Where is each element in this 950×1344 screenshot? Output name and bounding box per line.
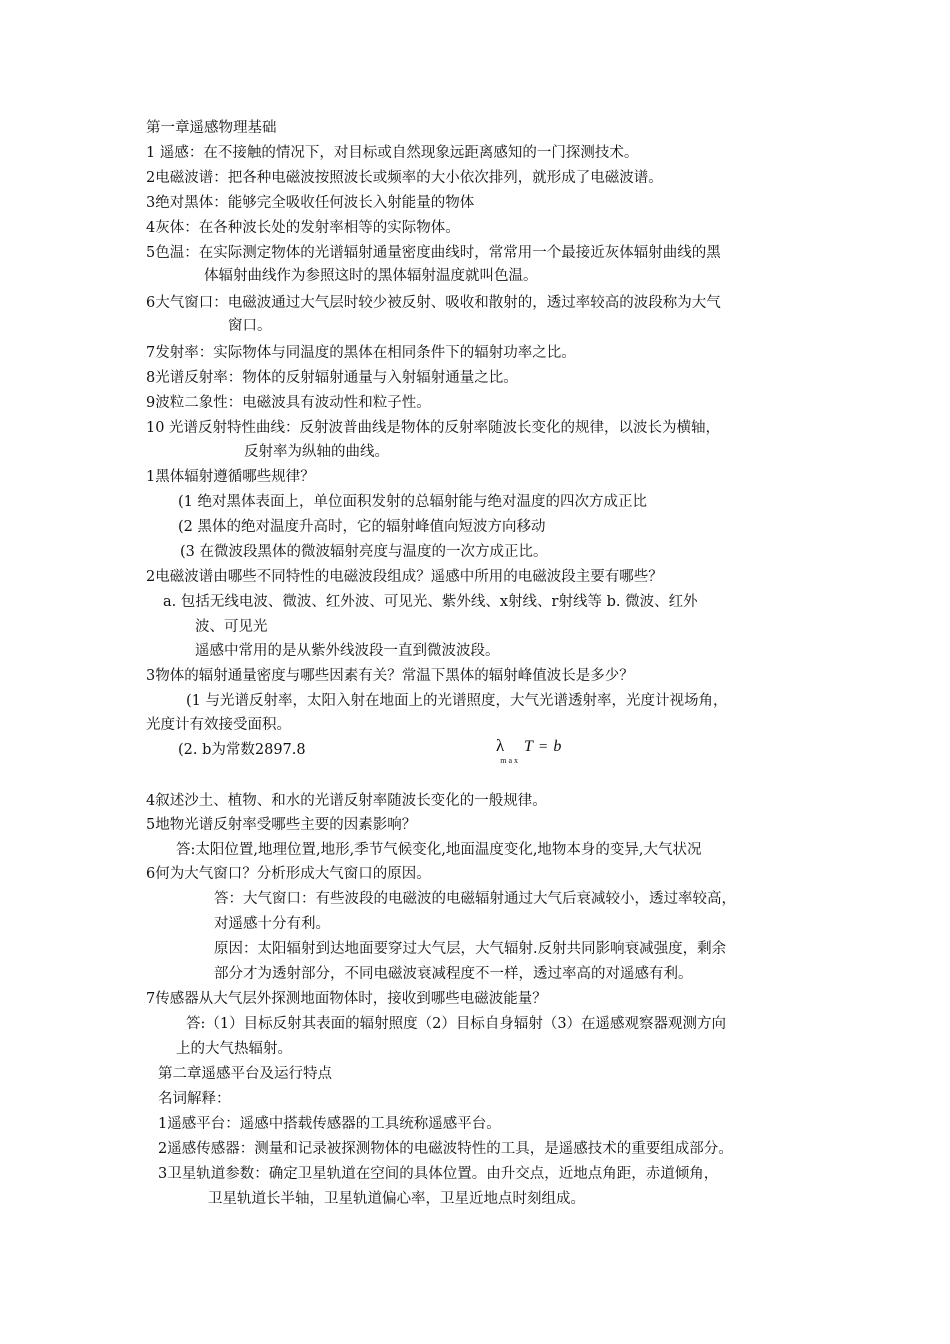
chapter-1-title: 第一章遥感物理基础 — [146, 120, 277, 136]
question-2: 2电磁波谱由哪些不同特性的电磁波段组成？遥感中所用的电磁波段主要有哪些？ — [146, 569, 663, 585]
chapter-2-title: 第二章遥感平台及运行特点 — [158, 1066, 332, 1082]
definition-wave-particle: 9波粒二象性：电磁波具有波动性和粒子性。 — [146, 395, 431, 411]
answer-2-line-1: a. 包括无线电波、微波、红外波、可见光、紫外线、x射线、r射线等 b. 微波、红外 — [163, 594, 698, 610]
formula-lambda: λ — [496, 736, 505, 755]
answer-3-line-1: (1 与光谱反射率，太阳入射在地面上的光谱照度，大气光谱透射率，光度计视场角， — [186, 693, 728, 709]
definition-orbit-parameters: 3卫星轨道参数：确定卫星轨道在空间的具体位置。由升交点，近地点角距，赤道倾角， — [158, 1166, 719, 1182]
definition-spectral-reflectance: 8光谱反射率：物体的反射辐射通量与入射辐射通量之比。 — [146, 370, 518, 386]
answer-6-line-1: 答：大气窗口：有些波段的电磁波的电磁辐射通过大气后衰减较小，透过率较高， — [214, 891, 736, 907]
question-4: 4叙述沙土、植物、和水的光谱反射率随波长变化的一般规律。 — [146, 793, 547, 809]
question-7: 7传感器从大气层外探测地面物体时，接收到哪些电磁波能量？ — [146, 991, 547, 1007]
answer-1-point-1: (1 绝对黑体表面上，单位面积发射的总辐射能与绝对温度的四次方成正比 — [178, 494, 647, 510]
definition-color-temperature: 5色温：在实际测定物体的光谱辐射通量密度曲线时，常常用一个最接近灰体辐射曲线的黑 — [146, 245, 721, 261]
question-6: 6何为大气窗口？分析形成大气窗口的原因。 — [146, 866, 431, 882]
answer-2-line-2: 波、可见光 — [195, 619, 268, 635]
definition-em-spectrum: 2电磁波谱：把各种电磁波按照波长或频率的大小依次排列，就形成了电磁波谱。 — [146, 170, 663, 186]
question-1: 1黑体辐射遵循哪些规律？ — [146, 469, 315, 485]
definition-graybody: 4灰体：在各种波长处的发射率相等的实际物体。 — [146, 220, 460, 236]
definition-atmospheric-window-cont: 窗口。 — [228, 318, 272, 334]
answer-1-point-2: (2 黑体的绝对温度升高时，它的辐射峰值向短波方向移动 — [178, 519, 546, 535]
definition-atmospheric-window: 6大气窗口：电磁波通过大气层时较少被反射、吸收和散射的，透过率较高的波段称为大气 — [146, 295, 721, 311]
answer-6-line-3: 原因：太阳辐射到达地面要穿过大气层，大气辐射.反射共同影响衰减强度，剩余 — [214, 941, 727, 957]
definition-color-temperature-cont: 体辐射曲线作为参照这时的黑体辐射温度就叫色温。 — [204, 268, 538, 284]
answer-6-line-2: 对遥感十分有利。 — [214, 916, 330, 932]
wien-law-formula — [496, 736, 562, 765]
definition-sensor: 2遥感传感器：测量和记录被探测物体的电磁波特性的工具，是遥感技术的重要组成部分。 — [158, 1141, 733, 1157]
question-5: 5地物光谱反射率受哪些主要的因素影响？ — [146, 817, 417, 833]
answer-3-line-3: (2. b为常数2897.8 — [178, 742, 306, 758]
glossary-heading: 名词解释： — [158, 1091, 231, 1107]
answer-3-line-2: 光度计有效接受面积。 — [146, 717, 291, 733]
definition-reflectance-curve-cont: 反射率为纵轴的曲线。 — [244, 444, 389, 460]
definition-emissivity: 7发射率：实际物体与同温度的黑体在相同条件下的辐射功率之比。 — [146, 345, 576, 361]
answer-1-point-3: (3 在微波段黑体的微波辐射亮度与温度的一次方成正比。 — [180, 544, 548, 560]
formula-t: T — [524, 738, 533, 755]
answer-7-line-2: 上的大气热辐射。 — [176, 1041, 292, 1057]
definition-orbit-parameters-cont: 卫星轨道长半轴，卫星轨道偏心率，卫星近地点时刻组成。 — [208, 1191, 585, 1207]
definition-platform: 1遥感平台：遥感中搭载传感器的工具统称遥感平台。 — [158, 1116, 501, 1132]
definition-reflectance-curve: 10 光谱反射特性曲线：反射波普曲线是物体的反射率随波长变化的规律，以波长为横轴， — [146, 420, 721, 436]
definition-remote-sensing: 1 遥感：在不接触的情况下，对目标或自然现象远距离感知的一门探测技术。 — [146, 145, 639, 161]
answer-5: 答:太阳位置,地理位置,地形,季节气候变化,地面温度变化,地物本身的变异,大气状况 — [176, 842, 702, 858]
definition-blackbody: 3绝对黑体：能够完全吸收任何波长入射能量的物体 — [146, 195, 475, 211]
answer-6-line-4: 部分才为透射部分，不同电磁波衰减程度不一样，透过率高的对遥感有利。 — [214, 966, 693, 982]
formula-b: b — [553, 738, 562, 755]
formula-subscript: max — [500, 756, 521, 765]
answer-2-line-3: 遥感中常用的是从紫外线波段一直到微波波段。 — [195, 643, 500, 659]
answer-7-line-1: 答:（1）目标反射其表面的辐射照度（2）目标自身辐射（3）在遥感观察器观测方向 — [186, 1016, 727, 1032]
question-3: 3物体的辐射通量密度与哪些因素有关？常温下黑体的辐射峰值波长是多少？ — [146, 668, 634, 684]
formula-equals: = — [538, 739, 548, 755]
